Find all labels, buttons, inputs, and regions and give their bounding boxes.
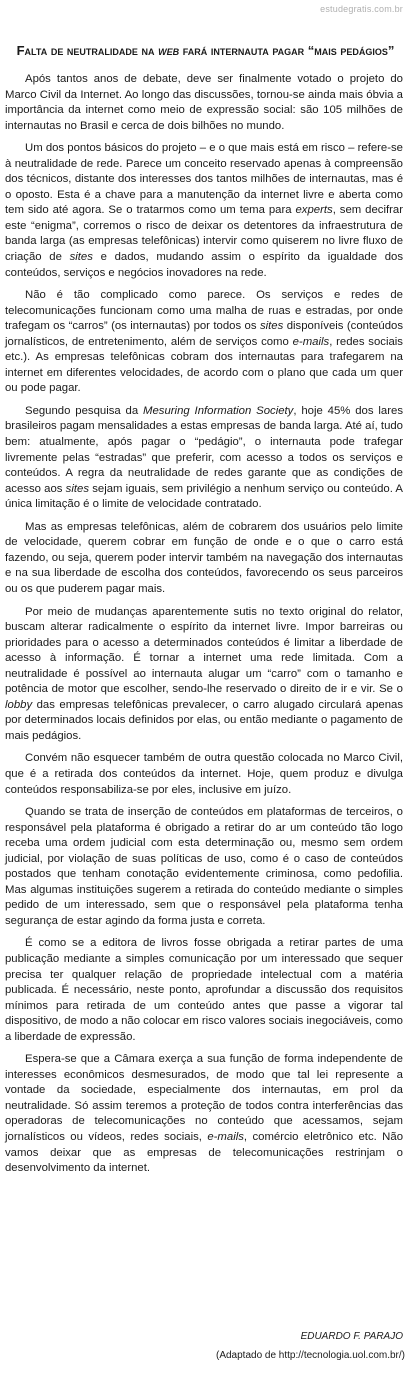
article-paragraph xyxy=(5,288,403,397)
paragraph-text: Por meio de mudanças aparentemente sutis no texto original do relator, buscam alterar radicalmente o espírito da internet livre. Impor barreiras ou prioridades para o acesso a determinados conteúdos é limitar a liberdade de acesso à informação. É tornar a internet uma rede limitada. Com a neutralidade é possível ao internauta alugar um “carro” com o tamanho e potência de motor que escolher, sendo-lhe reservado o direito de ir e vir. Se o xyxy=(5,605,403,696)
article-paragraph xyxy=(5,605,403,745)
title-part-2: fará internauta pagar “mais pedágios” xyxy=(179,42,395,58)
paragraph-text: disponíveis (conteúdos jornalísticos, de entretenimento, além de serviços como xyxy=(5,320,403,348)
italic-term: experts xyxy=(295,204,333,217)
article-paragraph xyxy=(5,520,403,598)
paragraph-text: das empresas telefônicas prevalecer, o carro alugado circulará apenas por determinados locais definidos por elas, ou então mediante o pagamento de mais pedágios. xyxy=(5,698,403,742)
paragraph-text: e dados, mudando assim o espírito da igualdade dos conteúdos, serviços e negócios inovadores na rede. xyxy=(5,251,403,279)
italic-term: lobby xyxy=(5,698,33,711)
article-paragraph xyxy=(5,936,403,1045)
italic-term: sites xyxy=(259,320,284,333)
title-italic-word: web xyxy=(158,42,180,58)
article-paragraph xyxy=(5,72,403,134)
title-part-1: Falta de neutralidade na xyxy=(16,42,159,58)
paragraph-text: sejam iguais, sem privilégio a nenhum serviço ou conteúdo. A única limitação é o limite de velocidade contratado. xyxy=(5,482,403,511)
article-paragraph xyxy=(5,1052,403,1176)
article-paragraph xyxy=(5,751,403,798)
paragraph-text: É como se a editora de livros fosse obrigada a retirar partes de uma publicação mediante a simples comunicação por um interessado que sequer precisa ter qualquer relação de propriedade intelectual com a matéria publicada. É necessário, neste ponto, aprofundar a discussão dos requisitos mínimos para retirada de um conteúdo antes que passe a vigorar tal dispositivo, de modo a não colocar em risco valores sociais inegociáveis, como a liberdade de expressão. xyxy=(5,937,403,1043)
article-paragraph xyxy=(5,404,403,513)
paragraph-text: Um dos pontos básicos do projeto – e o que mais está em risco – refere-se à neutralidade de rede. Parece um conceito reservado apenas à compreensão dos técnicos, distante dos interesses dos tantos milhões de internautas, mas é o oposto. Esta é a chave para a manutenção da internet livre e aberta como tem sido até agora. Se o tratarmos como um tema para xyxy=(5,142,403,217)
paragraph-text: , comércio eletrônico etc. Não vamos deixar que as empresas de telecomunicações restrinjam o desenvolvimento da internet. xyxy=(5,1131,403,1175)
author-name: EDUARDO F. PARAJO xyxy=(300,1331,403,1342)
paragraph-text: Após tantos anos de debate, deve ser finalmente votado o projeto do Marco Civil da Internet. Ao longo das discussões, tornou-se ainda mais óbvia a importância da internet como meio de expressão social: são 105 milhões de internautas no Brasil e cerca de dois bilhões no mundo. xyxy=(5,73,403,132)
site-watermark: estudegratis.com.br xyxy=(320,4,403,14)
source-credit: (Adaptado de http://tecnologia.uol.com.br/) xyxy=(215,1350,405,1361)
article-title xyxy=(12,42,399,59)
paragraph-text: , hoje 45% dos lares brasileiros pagam mensalidades a estas empresas de banda larga. Até aí, tudo bem: atualmente, após pagar o “pedágio”, o internauta pode trafegar livremente pelas “estradas” que preferir, com acesso a todos os serviços e conteúdos. A regra da neutralidade de redes garante que as condições de acesso aos xyxy=(5,404,403,495)
paragraph-text: Espera-se que a Câmara exerça a sua função de forma independente de interesses econômicos desmesurados, de modo que tal lei represente a vontade da sociedade, especialmente dos internautas, em prol da neutralidade. Só assim teremos a proteção de todos contra interferências das operadoras de telecomunicações no conteúdo que acessamos, sejam jornalísticos ou vídeos, redes sociais, xyxy=(5,1053,403,1143)
article-paragraph xyxy=(5,141,403,281)
italic-term: e-mails xyxy=(292,335,330,348)
paragraph-text: Convém não esquecer também de outra questão colocada no Marco Civil, que é a retirada dos conteúdos da internet. Hoje, quem produz e divulga conteúdos responsabiliza-se por eles, inclusive em juízo. xyxy=(5,752,403,796)
italic-term: sites xyxy=(65,482,89,495)
paragraph-text: Mas as empresas telefônicas, além de cobrarem dos usuários pelo limite de velocidade, querem cobrar em função de onde e o que o carro está fazendo, ou seja, querem poder intervir também na navegação dos internautas e na sua liberdade de escolha dos conteúdos, favorecendo os seus parceiros ou os que puderem pagar mais. xyxy=(5,520,403,595)
paragraph-text: Quando se trata de inserção de conteúdos em plataformas de terceiros, o responsável pela plataforma é obrigado a retirar do ar um conteúdo tão logo receba uma ordem judicial com esta determinação ou, mesmo sem ordem judicial, por violação de suas políticas de uso, como é o caso de conteúdos postados que tenham conotação evidentemente criminosa, como pedofilia. Mas algumas instituições sugerem a retirada do conteúdo mediante o simples pedido de um interessado, sem que o responsável pela plataforma tenha segurança de estar agindo da forma justa e correta. xyxy=(5,806,403,927)
paragraph-text: Segundo pesquisa da xyxy=(25,404,144,417)
article-body xyxy=(5,72,403,1182)
paragraph-text: , redes sociais etc.). As empresas telefônicas cobram dos internautas para trafegarem na internet em diferentes velocidades, de acordo com o plano que cada um quer ou pode pagar. xyxy=(5,335,403,395)
italic-term: sites xyxy=(69,251,93,264)
italic-term: e-mails xyxy=(207,1131,244,1143)
article-paragraph xyxy=(5,805,403,929)
paragraph-text: Não é tão complicado como parece. Os serviços e redes de telecomunicações funcionam como uma malha de ruas e estradas, por onde trafegam os “carros” (os internautas) por todos os xyxy=(5,289,403,333)
paragraph-text: , sem decifrar este “enigma”, corremos o risco de deixar os detentores da infraestrutura de banda larga (as empresas telefônicas) intervir como quiserem no livre fluxo de criação de xyxy=(5,204,403,264)
italic-term: Mesuring Information Society xyxy=(143,404,294,417)
